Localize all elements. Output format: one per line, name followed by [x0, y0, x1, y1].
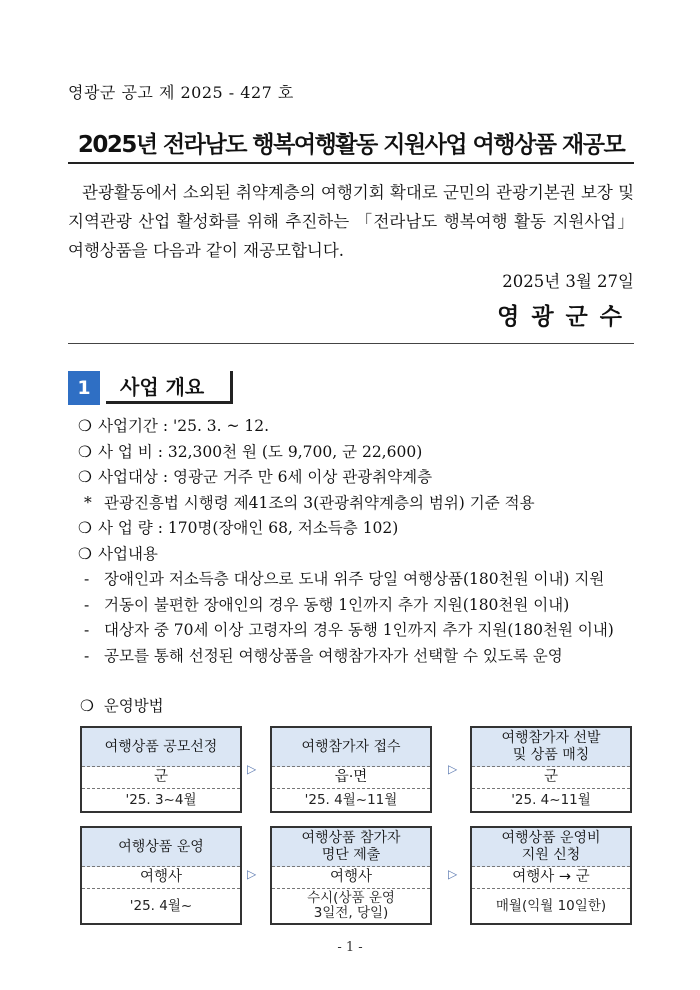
intro-text: 관광활동에서 소외된 취약계층의 여행기회 확대로 군민의 관광기본권 보장 및 지역관광 산업 활성화를 위해 추진하는 「전라남도 행복여행 활동 지원사업」 여행상품을 다음과 같이 재공모합니다.: [68, 183, 635, 260]
step-title: [472, 728, 630, 767]
dash-marker: -: [84, 621, 90, 639]
step-owner: 군: [82, 767, 240, 789]
page-number: - 1 -: [337, 940, 363, 955]
bullet-marker: ❍: [78, 442, 92, 461]
list-item: [78, 465, 638, 491]
item-text: 사업내용: [98, 544, 158, 563]
bullet-marker: ❍: [78, 544, 92, 563]
list-item: [78, 440, 638, 466]
dash-marker: -: [84, 646, 90, 665]
bullet-marker: ❍: [80, 697, 94, 715]
step-title-line: 여행참가자 선발: [501, 730, 601, 746]
step-title: [82, 828, 240, 867]
step-period: '25. 4월~11월: [304, 792, 398, 808]
flow-step-6: [470, 826, 632, 925]
flow-step-4: [80, 826, 242, 925]
step-title: [472, 828, 630, 867]
note-marker: *: [84, 493, 92, 512]
method-title: 운영방법: [103, 697, 164, 715]
step-title-line: 및 상품 매칭: [512, 747, 590, 763]
step-period-line: 매월(익월 10일한): [495, 897, 607, 914]
step-owner: 군: [472, 767, 630, 789]
item-text: 사 업 비 : 32,300천 원 (도 9,700, 군 22,600): [98, 442, 423, 461]
flow-step-5: [270, 826, 432, 925]
step-owner: 여행사: [272, 867, 430, 889]
step-title: [272, 728, 430, 767]
step-title-line: 여행상품 참가자: [301, 830, 401, 846]
bullet-marker: ❍: [78, 417, 92, 435]
flow-arrow-icon: ▷: [247, 867, 257, 881]
list-subitem: [78, 593, 638, 619]
list-item: [78, 516, 638, 542]
issuer-name: 영광군수: [497, 303, 634, 330]
step-title-line: 명단 제출: [321, 847, 381, 863]
list-subitem: [78, 644, 638, 670]
step-period: [82, 889, 240, 923]
notice-date: 2025년 3월 27일: [502, 272, 634, 291]
list-subitem: [78, 618, 638, 644]
item-text: 공모를 통해 선정된 여행상품을 여행참가자가 선택할 수 있도록 운영: [104, 646, 563, 665]
item-text: 사업기간 : '25. 3. ~ 12.: [98, 417, 270, 435]
item-text: 장애인과 저소득층 대상으로 도내 위주 당일 여행상품(180천원 이내) 지원: [104, 570, 605, 588]
item-text: 거동이 불편한 장애인의 경우 동행 1인까지 추가 지원(180천원 이내): [104, 595, 570, 614]
intro-paragraph: [68, 178, 634, 265]
flow-step-2: [270, 726, 432, 813]
flow-arrow-icon: ▷: [448, 867, 458, 881]
step-title-line: 여행상품 공모선정: [104, 738, 218, 755]
step-title: [272, 828, 430, 867]
step-title-line: 여행상품 운영비: [501, 830, 601, 846]
method-heading: [80, 694, 164, 716]
step-owner: 여행사: [82, 867, 240, 889]
list-item: [78, 414, 638, 440]
step-period-line: 3일전, 당일): [313, 905, 389, 921]
flow-arrow-icon: ▷: [448, 762, 458, 776]
step-period-line: '25. 4월~: [129, 897, 193, 914]
list-item: [78, 542, 638, 568]
flow-step-3: [470, 726, 632, 813]
header-divider: [68, 343, 634, 344]
item-text: 사업대상 : 영광군 거주 만 6세 이상 관광취약계층: [98, 468, 433, 486]
flow-arrow-icon: ▷: [247, 762, 257, 776]
step-title-line: 여행참가자 접수: [301, 738, 401, 755]
bullet-marker: ❍: [78, 468, 92, 486]
step-period: [472, 889, 630, 923]
notice-number: 영광군 공고 제 2025 - 427 호: [68, 83, 294, 102]
document-title: 2025년 전라남도 행복여행활동 지원사업 여행상품 재공모: [77, 132, 625, 158]
bullet-marker: ❍: [78, 519, 92, 537]
step-owner: 여행사 → 군: [472, 867, 630, 889]
step-title-line: 지원 신청: [521, 847, 581, 863]
dash-marker: -: [84, 570, 90, 588]
section-number-badge: 1: [68, 371, 100, 405]
list-subitem: [78, 567, 638, 593]
step-owner: 읍·면: [272, 767, 430, 789]
step-period-line: 수시(상품 운영: [307, 890, 395, 906]
list-note: [78, 491, 638, 517]
dash-marker: -: [84, 595, 90, 614]
item-text: 관광진흥법 시행령 제41조의 3(관광취약계층의 범위) 기준 적용: [104, 493, 535, 512]
item-text: 대상자 중 70세 이상 고령자의 경우 동행 1인까지 추가 지원(180천원 이내): [104, 621, 614, 639]
title-underline: [68, 162, 634, 164]
step-period: '25. 3~4월: [125, 792, 197, 808]
flow-step-1: [80, 726, 242, 813]
step-title: [82, 728, 240, 767]
item-text: 사 업 량 : 170명(장애인 68, 저소득층 102): [98, 519, 399, 537]
step-title-line: 여행상품 운영: [118, 838, 204, 855]
step-period: '25. 4~11월: [511, 792, 591, 808]
step-period: [272, 889, 430, 923]
section-title: 사업 개요: [106, 371, 233, 404]
overview-list: [78, 414, 638, 669]
